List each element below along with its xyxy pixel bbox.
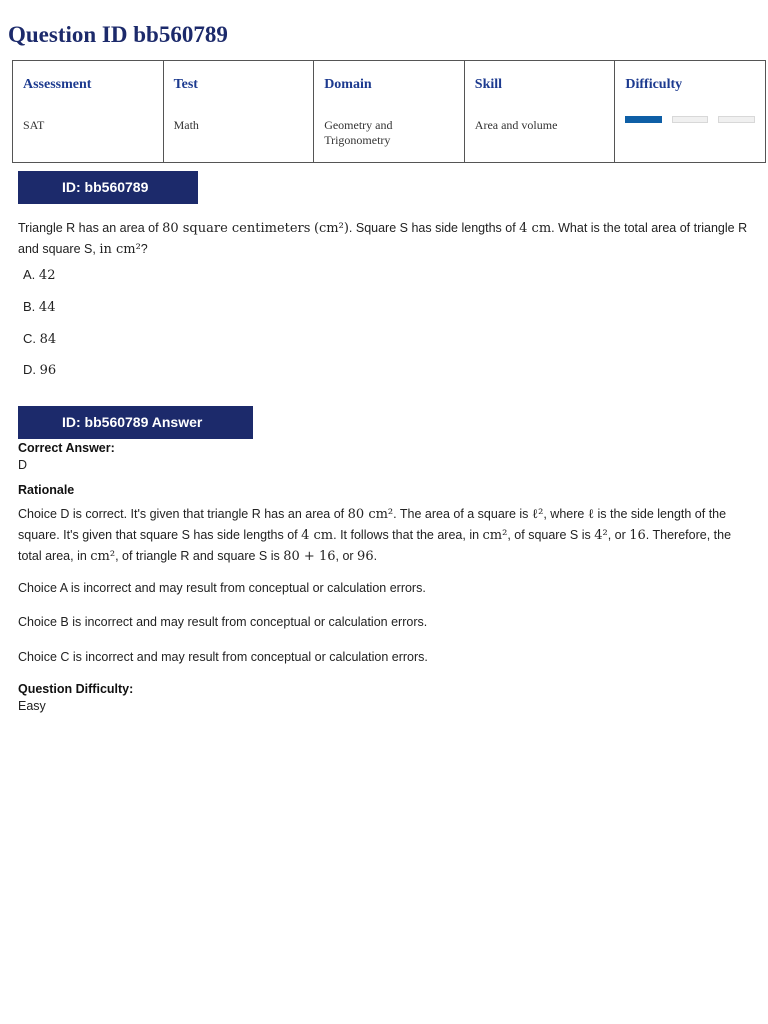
choice-c-explanation: Choice C is incorrect and may result from conceptual or calculation errors. <box>18 650 428 664</box>
math-expression: cm² <box>90 549 116 564</box>
correct-answer-value: D <box>18 458 28 472</box>
rationale-text-part: , of square S is <box>507 528 595 542</box>
math-expression: 80 cm² <box>347 507 394 522</box>
domain-header: Domain <box>324 77 372 92</box>
choice-letter: B. <box>23 299 36 314</box>
math-expression: 80 square centimeters <box>162 221 311 236</box>
question-text-part: . Square S has side lengths of <box>348 221 520 235</box>
domain-value-line2: Trigonometry <box>324 133 391 147</box>
question-metadata-table <box>12 60 766 163</box>
math-expression: (cm²) <box>313 221 349 236</box>
question-text-part: ? <box>140 242 148 256</box>
choice-c <box>23 331 56 347</box>
difficulty-bar-2 <box>672 116 709 123</box>
rationale-text-part: , where <box>543 507 588 521</box>
domain-cell <box>314 61 465 163</box>
answer-id-banner: ID: bb560789 Answer <box>18 406 253 439</box>
rationale-text-part: , or <box>335 549 358 563</box>
difficulty-cell <box>615 61 766 163</box>
domain-value-line1: Geometry and <box>324 118 393 132</box>
assessment-header: Assessment <box>23 77 92 92</box>
math-expression: ℓ² <box>531 507 544 522</box>
math-expression: 96 <box>357 549 374 564</box>
rationale-text-part: , of triangle R and square S is <box>115 549 284 563</box>
skill-value: Area and volume <box>474 118 558 132</box>
question-difficulty-value: Easy <box>18 699 46 713</box>
choice-b <box>23 299 55 315</box>
question-id-banner: ID: bb560789 <box>18 171 198 204</box>
choice-a-explanation: Choice A is incorrect and may result from conceptual or calculation errors. <box>18 581 426 595</box>
assessment-cell <box>13 61 164 163</box>
rationale-text <box>18 504 748 567</box>
rationale-text-part: square. It's given that square S has side lengths of <box>18 528 302 542</box>
difficulty-bar-3 <box>718 116 755 123</box>
choice-value: 42 <box>38 268 56 283</box>
test-value: Math <box>173 118 199 132</box>
choice-letter: D. <box>23 362 36 377</box>
choice-b-explanation: Choice B is incorrect and may result from conceptual or calculation errors. <box>18 615 428 629</box>
rationale-text-part: is the side length of the <box>594 507 727 521</box>
math-expression: 4 cm <box>301 528 334 543</box>
choice-value: 44 <box>38 300 56 315</box>
choice-value: 84 <box>39 332 57 347</box>
question-difficulty-label: Question Difficulty: <box>18 682 134 696</box>
math-expression: 4² <box>594 528 608 543</box>
math-expression: in cm² <box>99 242 141 257</box>
rationale-text-part: Choice D is correct. It's given that triangle R has an area of <box>18 507 348 521</box>
rationale-text-part: , or <box>607 528 630 542</box>
page-title: Question ID bb560789 <box>8 22 228 47</box>
rationale-label: Rationale <box>18 483 75 497</box>
assessment-value: SAT <box>23 118 45 132</box>
question-text <box>18 218 748 260</box>
math-expression: 4 cm <box>519 221 552 236</box>
question-text-part: . What is the total area of triangle R <box>551 221 748 235</box>
rationale-text-part: . <box>373 549 378 563</box>
rationale-text-part: . The area of a square is <box>393 507 532 521</box>
difficulty-meter <box>625 116 755 123</box>
choice-letter: C. <box>23 331 36 346</box>
difficulty-header: Difficulty <box>625 77 683 92</box>
domain-value <box>324 118 454 148</box>
correct-answer-label: Correct Answer: <box>18 441 115 455</box>
test-cell <box>163 61 314 163</box>
difficulty-bar-1 <box>625 116 662 123</box>
rationale-text-part: total area, in <box>18 549 91 563</box>
choice-a <box>23 267 55 283</box>
math-expression: 80 + 16 <box>283 549 336 564</box>
choice-letter: A. <box>23 267 36 282</box>
math-expression: ℓ <box>587 507 595 522</box>
question-text-part: Triangle R has an area of <box>18 221 163 235</box>
rationale-text-part: . It follows that the area, in <box>333 528 483 542</box>
test-header: Test <box>173 77 198 92</box>
choice-d <box>23 362 56 378</box>
rationale-text-part: . Therefore, the <box>645 528 732 542</box>
math-expression: cm² <box>482 528 508 543</box>
question-text-part: and square S, <box>18 242 100 256</box>
skill-header: Skill <box>474 77 503 92</box>
math-expression: 16 <box>629 528 646 543</box>
skill-cell <box>464 61 615 163</box>
choice-value: 96 <box>39 363 57 378</box>
